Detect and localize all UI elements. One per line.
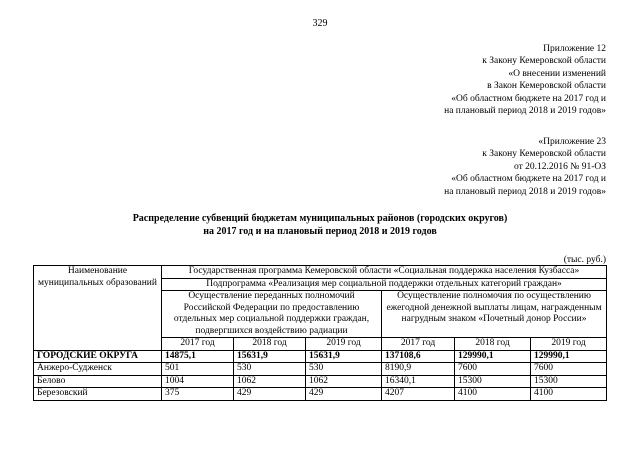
group-header-radiation: Осуществление переданных полномочий Российской Федерации по предоставлению отдельных мер социальной поддержки граждан, подвергшихся воздействию радиации: [162, 291, 382, 338]
appendix-line: к Закону Кемеровской области: [482, 56, 606, 67]
cell-value: 501: [162, 363, 234, 376]
cell-value: 8190,9: [382, 363, 455, 376]
appendix-line: на плановый период 2018 и 2019 годов»: [444, 186, 606, 197]
subprogram-header: Подпрограмма «Реализация мер социальной поддержки отдельных категорий граждан»: [162, 278, 607, 291]
cell-value: 4100: [531, 388, 607, 401]
cell-value: 15300: [455, 375, 531, 388]
name-column-header: Наименование муниципальных образований: [34, 266, 162, 351]
cell-value: 1062: [234, 375, 306, 388]
cell-value: 7600: [531, 363, 607, 376]
page-number: 329: [312, 18, 328, 29]
year-header: 2019 год: [306, 338, 382, 351]
year-header: 2019 год: [531, 338, 607, 351]
appendix-line: «Об областном бюджете на 2017 год и: [451, 174, 606, 185]
cell-value: 137108,6: [382, 350, 455, 363]
subventions-table: [33, 265, 607, 401]
appendix-line: «Об областном бюджете на 2017 год и: [451, 93, 606, 104]
appendix-line: от 20.12.2016 № 91-ОЗ: [514, 161, 606, 172]
appendix-12-header: [444, 43, 606, 117]
row-name: Анжеро-Судженск: [34, 363, 162, 376]
cell-value: 530: [234, 363, 306, 376]
group-header-donor: Осуществление полномочия по осуществлению ежегодной денежной выплаты лицам, награжденным нагрудным знаком «Почетный донор России»: [382, 291, 607, 338]
table-row: [34, 388, 607, 401]
cell-value: 429: [234, 388, 306, 401]
year-header: 2017 год: [382, 338, 455, 351]
appendix-line: в Закон Кемеровской области: [487, 81, 606, 92]
row-name: Березовский: [34, 388, 162, 401]
cell-value: 530: [306, 363, 382, 376]
cell-value: 4100: [455, 388, 531, 401]
cell-value: 429: [306, 388, 382, 401]
title-line: на 2017 год и на плановый период 2018 и 2019 годов: [203, 226, 437, 237]
table-row: [34, 363, 607, 376]
year-header: 2018 год: [234, 338, 306, 351]
appendix-line: на плановый период 2018 и 2019 годов»: [444, 106, 606, 117]
appendix-23-header: [444, 136, 606, 198]
program-header: Государственная программа Кемеровской области «Социальная поддержка населения Кузбасса»: [162, 266, 607, 279]
cell-value: 129990,1: [455, 350, 531, 363]
cell-value: 15631,9: [306, 350, 382, 363]
units-label: (тыс. руб.): [563, 255, 606, 265]
cell-value: 14875,1: [162, 350, 234, 363]
appendix-line: «О внесении изменений: [508, 68, 606, 79]
cell-value: 7600: [455, 363, 531, 376]
cell-value: 1062: [306, 375, 382, 388]
table-row-total: [34, 350, 607, 363]
table-row: [34, 375, 607, 388]
document-title: [0, 212, 640, 238]
appendix-line: Приложение 12: [543, 44, 606, 54]
appendix-line: «Приложение 23: [538, 137, 606, 147]
cell-value: 129990,1: [531, 350, 607, 363]
cell-value: 15631,9: [234, 350, 306, 363]
row-name: ГОРОДСКИЕ ОКРУГА: [34, 350, 162, 363]
year-header: 2018 год: [455, 338, 531, 351]
cell-value: 375: [162, 388, 234, 401]
cell-value: 1004: [162, 375, 234, 388]
appendix-line: к Закону Кемеровской области: [482, 149, 606, 160]
title-line: Распределение субвенций бюджетам муниципальных районов (городских округов): [132, 213, 508, 224]
row-name: Белово: [34, 375, 162, 388]
cell-value: 15300: [531, 375, 607, 388]
year-header: 2017 год: [162, 338, 234, 351]
cell-value: 16340,1: [382, 375, 455, 388]
cell-value: 4207: [382, 388, 455, 401]
